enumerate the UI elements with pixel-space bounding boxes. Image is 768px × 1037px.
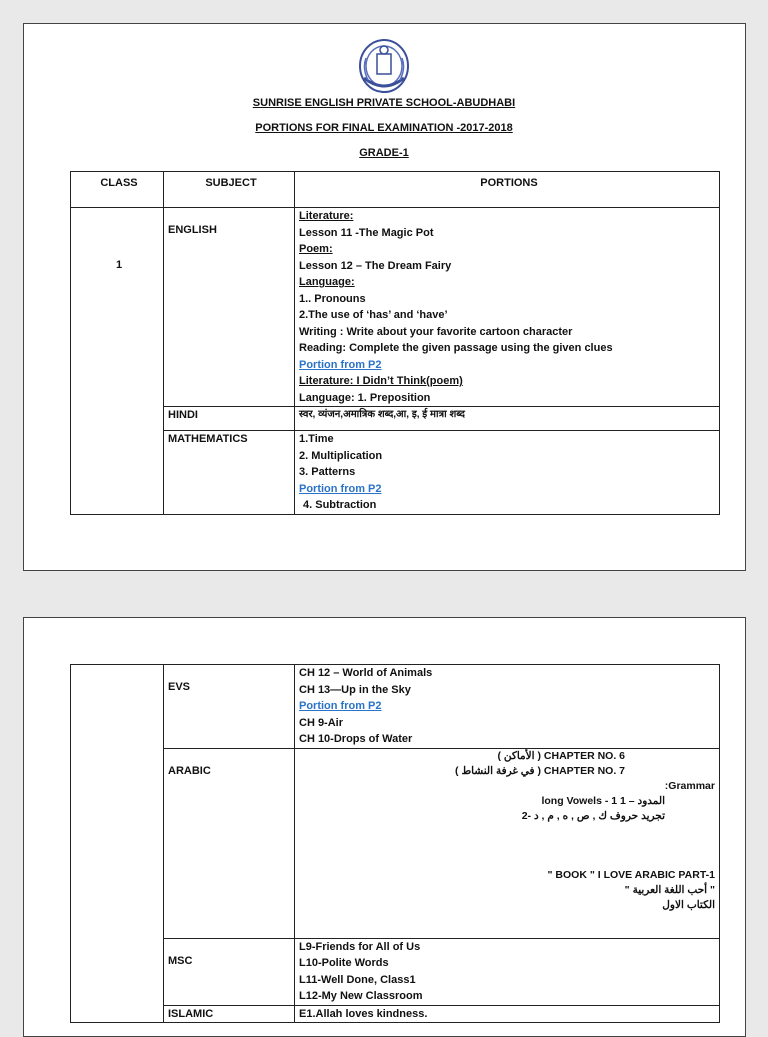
english-portions — [295, 208, 720, 407]
subject-islamic: ISLAMIC — [164, 1005, 295, 1023]
portion-line: Literature: — [299, 210, 354, 222]
class-cell-continued — [71, 665, 164, 1023]
subject-arabic: ARABIC — [164, 748, 295, 938]
portion-line: L12-My New Classroom — [299, 990, 423, 1002]
portions-table-page2 — [70, 664, 720, 1023]
msc-portions — [295, 938, 720, 1005]
evs-portions — [295, 665, 720, 749]
portion-line: Lesson 11 -The Magic Pot — [299, 226, 434, 239]
portion-line: CH 10-Drops of Water — [299, 733, 413, 745]
portion-line: 1.. Pronouns — [299, 292, 366, 305]
math-portions — [295, 431, 720, 515]
portion-line: L9-Friends for All of Us — [299, 940, 421, 953]
arabic-portions — [295, 748, 720, 938]
portion-line: E1.Allah loves kindness. — [299, 1007, 428, 1020]
portion-line: 4. Subtraction — [303, 499, 377, 511]
header-class: CLASS — [71, 172, 164, 208]
portion-line: CHAPTER NO. 6 ( الأماكن ) — [497, 749, 625, 762]
portion-from-p2-link[interactable]: Portion from P2 — [299, 700, 382, 712]
header-portions: PORTIONS — [295, 172, 720, 208]
islamic-portions — [295, 1005, 720, 1023]
grade-heading: GRADE-1 — [359, 147, 409, 159]
portion-line: L10-Polite Words — [299, 957, 389, 969]
portion-line: 2. Multiplication — [299, 449, 383, 462]
portion-line: 3. Patterns — [299, 466, 356, 478]
portion-line: Poem: — [299, 243, 333, 255]
school-crest-logo — [352, 38, 416, 94]
portion-line: تجريد حروف ك , ص , ه , م , د -2 — [521, 809, 665, 822]
portion-line: " أحب اللغة العربية " — [624, 883, 715, 896]
portion-line: Writing : Write about your favorite cartoon character — [299, 325, 573, 338]
portion-from-p2-link[interactable]: Portion from P2 — [299, 482, 382, 495]
portion-line: CH 9-Air — [299, 716, 344, 729]
subject-msc: MSC — [164, 938, 295, 1005]
portion-line: Reading: Complete the given passage using the given clues — [299, 342, 613, 354]
portion-line: L11-Well Done, Class1 — [299, 973, 416, 986]
subject-hindi: HINDI — [164, 407, 295, 431]
portions-table-page1 — [70, 171, 720, 515]
portion-line: CH 13—Up in the Sky — [299, 683, 411, 696]
portion-line: Literature: I Didn’t Think(poem) — [299, 375, 463, 387]
subject-mathematics: MATHEMATICS — [164, 431, 295, 515]
header-subject: SUBJECT — [164, 172, 295, 208]
portion-line: Language: — [299, 276, 355, 288]
portion-line: Language: 1. Preposition — [299, 391, 431, 404]
subject-evs: EVS — [164, 665, 295, 749]
portion-from-p2-link[interactable]: Portion from P2 — [299, 358, 382, 371]
portion-line: CHAPTER NO. 7 ( في غرفة النشاط ) — [455, 764, 625, 777]
class-value-cell — [71, 208, 164, 515]
portion-line: Grammar: — [664, 779, 715, 792]
portion-line: المدود – 1 long Vowels - 1 — [541, 794, 665, 807]
portion-line: Lesson 12 – The Dream Fairy — [299, 259, 452, 272]
school-name-heading: SUNRISE ENGLISH PRIVATE SCHOOL-ABUDHABI — [252, 97, 516, 109]
exam-title-heading: PORTIONS FOR FINAL EXAMINATION -2017-2018 — [255, 122, 513, 134]
portion-line: الكتاب الاول — [662, 898, 715, 911]
portion-line: 2.The use of ‘has’ and ‘have’ — [299, 309, 448, 321]
portion-line: CH 12 – World of Animals — [299, 667, 433, 679]
hindi-portions: स्वर, व्यंजन,अमात्रिक शब्द,आ, इ, ई मात्रा शब्द — [295, 407, 720, 431]
subject-english: ENGLISH — [164, 208, 295, 407]
portion-line: 1.Time — [299, 433, 334, 445]
portion-line: BOOK " I LOVE ARABIC PART-1 " — [547, 868, 715, 881]
class-value: 1 — [115, 259, 123, 271]
